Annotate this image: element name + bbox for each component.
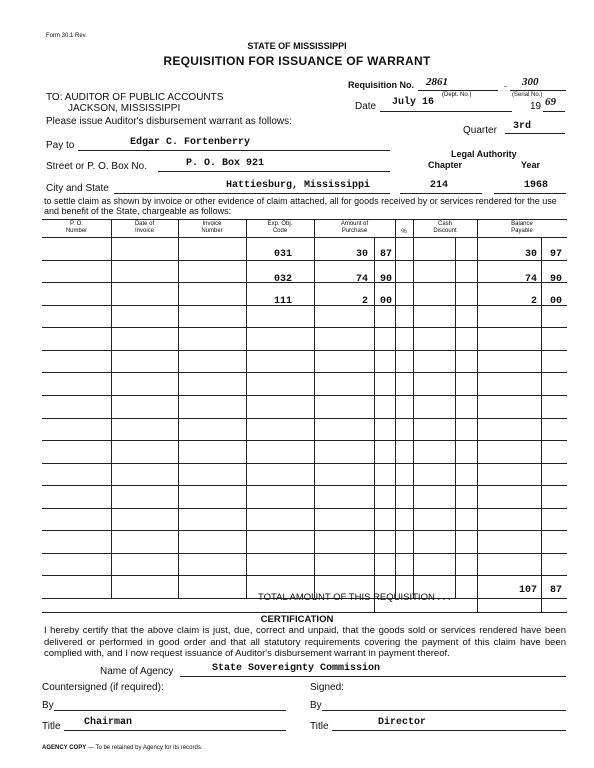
row-2-balance-cents: 90 bbox=[549, 274, 562, 285]
agency-line bbox=[180, 676, 566, 677]
dept-number: 2861 bbox=[426, 76, 448, 88]
col-divider bbox=[178, 219, 179, 598]
row-1-amount-cents: 87 bbox=[379, 249, 392, 260]
col-divider-cents bbox=[541, 237, 542, 612]
table-row-line bbox=[42, 350, 567, 351]
agency-label: Name of Agency bbox=[100, 666, 174, 677]
row-2-code: 032 bbox=[273, 274, 292, 285]
header-exp-code: Exp. Obj. Code bbox=[267, 221, 293, 234]
quarter-line bbox=[505, 133, 565, 134]
form-id: Form 30.1 Rev. bbox=[46, 33, 87, 39]
table-row-line bbox=[42, 372, 567, 373]
legal-year-line bbox=[494, 193, 566, 194]
settle-text: to settle claim as shown by invoice or other evidence of claim attached, all for goods received by or services rendered for the use and benefit of the State, chargeable as follows: bbox=[44, 196, 557, 216]
col-divider-cents bbox=[374, 237, 375, 612]
dash: - bbox=[504, 81, 507, 91]
row-1-amount-dollars: 30 bbox=[355, 249, 368, 260]
col-divider bbox=[413, 219, 414, 598]
by-label-left: By bbox=[42, 700, 54, 711]
table-top-border bbox=[42, 219, 567, 220]
pay-to-value: Edgar C. Fortenberry bbox=[130, 137, 251, 148]
legal-authority-label: Legal Authority bbox=[451, 149, 517, 159]
header-date: Date of Invoice bbox=[134, 221, 155, 234]
header-balance: Balance Payable bbox=[511, 221, 533, 234]
header-amount: Amount of Purchase bbox=[340, 221, 369, 234]
col-divider bbox=[246, 219, 247, 598]
legal-year-value: 1968 bbox=[524, 180, 549, 191]
col-divider bbox=[111, 219, 112, 598]
row-3-balance-dollars: 2 bbox=[530, 296, 537, 307]
chapter-value: 214 bbox=[430, 180, 449, 191]
right-title-value: Director bbox=[378, 717, 427, 728]
requisition-label: Requisition No. bbox=[348, 80, 414, 90]
quarter-label: Quarter bbox=[463, 125, 497, 136]
table-row-line bbox=[42, 440, 567, 441]
header-po: P. O. Number bbox=[65, 221, 88, 234]
table-bottom-border bbox=[42, 612, 567, 613]
row-1-balance-cents: 97 bbox=[549, 249, 562, 260]
table-row-line bbox=[42, 485, 567, 486]
footer-note: AGENCY COPY — To be retained by Agency for its records. bbox=[42, 745, 203, 751]
quarter-value: 3rd bbox=[513, 121, 532, 132]
page-title: REQUISITION FOR ISSUANCE OF WARRANT bbox=[163, 54, 431, 68]
date-label: Date bbox=[355, 101, 377, 112]
row-3-amount-cents: 00 bbox=[379, 296, 392, 307]
date-value: July 16 bbox=[392, 97, 435, 108]
dept-number-line bbox=[418, 90, 498, 91]
left-title-value: Chairman bbox=[84, 717, 133, 728]
col-divider bbox=[395, 219, 396, 598]
row-1-balance-dollars: 30 bbox=[524, 249, 537, 260]
street-label: Street or P. O. Box No. bbox=[46, 161, 147, 172]
title-label-right: Title bbox=[310, 721, 329, 732]
table-row-line bbox=[42, 530, 567, 531]
row-3-amount-dollars: 2 bbox=[361, 296, 368, 307]
city-value: Hattiesburg, Mississippi bbox=[226, 180, 371, 191]
countersigned-label: Countersigned (if required): bbox=[42, 682, 164, 693]
by-label-right: By bbox=[310, 700, 322, 711]
table-row-line bbox=[42, 418, 567, 419]
signed-label: Signed: bbox=[310, 682, 344, 693]
title-line-left bbox=[64, 730, 286, 731]
city-line bbox=[114, 193, 390, 194]
certification-title: CERTIFICATION bbox=[260, 614, 334, 625]
table-row-line bbox=[42, 327, 567, 328]
year-value: 69 bbox=[545, 96, 556, 108]
city-label: City and State bbox=[46, 183, 109, 194]
dept-caption: (Dept. No.) bbox=[442, 92, 472, 98]
instruction-text: Please issue Auditor's disbursement warrant as follows: bbox=[46, 116, 292, 127]
serial-caption: (Serial No.) bbox=[512, 92, 543, 98]
table-row-line bbox=[42, 508, 567, 509]
header-percent: % bbox=[401, 229, 407, 235]
total-cents: 87 bbox=[549, 585, 562, 596]
chapter-line bbox=[400, 193, 482, 194]
year-prefix: 19 bbox=[530, 101, 542, 112]
table-row-line bbox=[42, 553, 567, 554]
table-row-line bbox=[42, 463, 567, 464]
row-1-code: 031 bbox=[273, 249, 292, 260]
chapter-label: Chapter bbox=[428, 160, 463, 170]
date-line bbox=[380, 111, 512, 112]
pay-to-label: Pay to bbox=[46, 140, 75, 151]
state-heading: STATE OF MISSISSIPPI bbox=[247, 41, 347, 51]
row-2-amount-dollars: 74 bbox=[355, 274, 368, 285]
addressee-line2: JACKSON, MISSISSIPPI bbox=[68, 103, 181, 114]
by-line-left bbox=[54, 710, 286, 711]
table-header-border bbox=[42, 237, 567, 238]
agency-value: State Sovereignty Commission bbox=[212, 663, 381, 674]
row-3-balance-cents: 00 bbox=[549, 296, 562, 307]
row-2-amount-cents: 90 bbox=[379, 274, 392, 285]
total-label: TOTAL AMOUNT OF THIS REQUISITION . . . bbox=[258, 592, 451, 603]
year-line bbox=[543, 111, 565, 112]
table-row-line bbox=[42, 395, 567, 396]
year-label: Year bbox=[521, 160, 541, 170]
serial-number: 300 bbox=[522, 76, 539, 88]
col-divider bbox=[477, 219, 478, 598]
by-line-right bbox=[322, 710, 566, 711]
serial-number-line bbox=[510, 90, 566, 91]
header-invoice: Invoice Number bbox=[201, 221, 223, 234]
row-3-code: 111 bbox=[273, 296, 292, 307]
addressee-line1: TO: AUDITOR OF PUBLIC ACCOUNTS bbox=[46, 92, 224, 103]
table-row-line bbox=[42, 575, 567, 576]
row-2-balance-dollars: 74 bbox=[524, 274, 537, 285]
street-value: P. O. Box 921 bbox=[186, 158, 265, 169]
title-line-right bbox=[332, 730, 566, 731]
header-cash-discount: Cash Discount bbox=[433, 221, 457, 234]
table-row-line bbox=[42, 260, 567, 261]
total-dollars: 107 bbox=[518, 585, 537, 596]
title-label-left: Title bbox=[42, 721, 61, 732]
total-divider bbox=[477, 598, 478, 612]
certification-text: I hereby certify that the above claim is just, due, correct and unpaid, that the goods sold or services rendered have been delivered or performed in good order and that all statutory requirements covering the payment of this claim have been complied with, and I now request issuance of Auditor's disbursement warrant in payment thereof. bbox=[44, 625, 566, 659]
street-line bbox=[158, 171, 390, 172]
pay-to-line bbox=[78, 150, 390, 151]
col-divider bbox=[314, 219, 315, 598]
